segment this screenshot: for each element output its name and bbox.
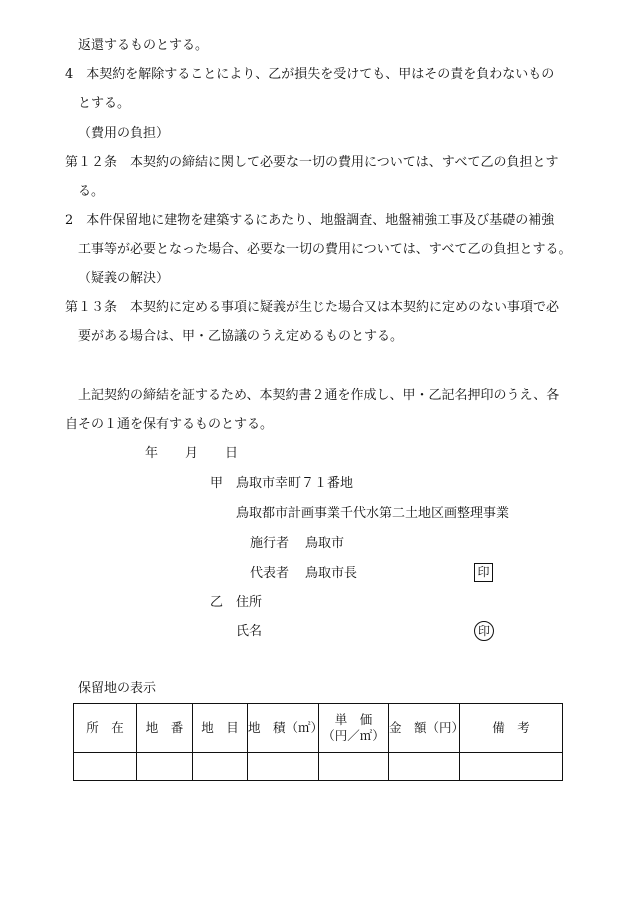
table-cell bbox=[193, 753, 248, 781]
date-year: 年 bbox=[145, 446, 159, 461]
text-line: 工事等が必要となった場合、必要な一切の費用については、すべて乙の負担とする。 bbox=[78, 242, 572, 257]
col-location: 所 在 bbox=[74, 704, 137, 753]
col-remarks: 備 考 bbox=[460, 704, 563, 753]
article-13: 第１３条 本契約に定める事項に疑義が生じた場合又は本契約に定めのない事項で必 bbox=[65, 300, 560, 315]
col-area: 地 積（㎡） bbox=[248, 704, 319, 753]
text-line: 自その１通を保有するものとする。 bbox=[65, 417, 274, 432]
executor-name: 鳥取市 bbox=[305, 536, 345, 551]
seal-square-icon: 印 bbox=[474, 563, 493, 582]
party-a-address: 鳥取市幸町７１番地 bbox=[236, 476, 354, 491]
table-cell bbox=[74, 753, 137, 781]
table-cell bbox=[460, 753, 563, 781]
text-line: 返還するものとする。 bbox=[78, 38, 209, 53]
party-a-project: 鳥取都市計画事業千代水第二土地区画整理事業 bbox=[236, 506, 510, 521]
executor-label: 施行者 bbox=[250, 536, 290, 551]
party-b-address-label: 住所 bbox=[236, 595, 263, 610]
representative-name: 鳥取市長 bbox=[305, 566, 358, 581]
representative-label: 代表者 bbox=[250, 566, 290, 581]
text-line: る。 bbox=[78, 184, 105, 199]
text-line: 要がある場合は、甲・乙協議のうえ定めるものとする。 bbox=[78, 329, 404, 344]
table-title: 保留地の表示 bbox=[78, 681, 157, 696]
col-land-category: 地 目 bbox=[193, 704, 248, 753]
date-month: 月 bbox=[185, 446, 199, 461]
col-amount: 金 額（円） bbox=[389, 704, 460, 753]
party-b-name-label: 氏名 bbox=[236, 624, 263, 639]
table-cell bbox=[319, 753, 389, 781]
article-12: 第１２条 本契約の締結に関して必要な一切の費用については、すべて乙の負担とす bbox=[65, 155, 559, 170]
article-12-clause-2: 2 本件保留地に建物を建築するにあたり、地盤調査、地盤補強工事及び基礎の補強 bbox=[65, 213, 555, 228]
party-a-label: 甲 bbox=[210, 476, 224, 491]
table-cell bbox=[137, 753, 193, 781]
table-cell bbox=[389, 753, 460, 781]
article-heading: （疑義の解決） bbox=[78, 271, 170, 286]
col-lot-number: 地 番 bbox=[137, 704, 193, 753]
reserved-land-table bbox=[73, 703, 563, 781]
closing-paragraph: 上記契約の締結を証するため、本契約書２通を作成し、甲・乙記名押印のうえ、各 bbox=[78, 388, 560, 403]
text-line: とする。 bbox=[78, 96, 131, 111]
seal-circle-icon: 印 bbox=[474, 621, 494, 641]
article-heading: （費用の負担） bbox=[78, 126, 170, 141]
clause-4: 4 本契約を解除することにより、乙が損失を受けても、甲はその責を負わないもの bbox=[65, 67, 555, 82]
party-b-label: 乙 bbox=[210, 595, 224, 610]
col-unit-price: 単 価 （円／㎡） bbox=[319, 704, 389, 753]
table-row bbox=[74, 753, 563, 781]
date-day: 日 bbox=[225, 446, 239, 461]
table-header-row bbox=[74, 704, 563, 753]
table-cell bbox=[248, 753, 319, 781]
